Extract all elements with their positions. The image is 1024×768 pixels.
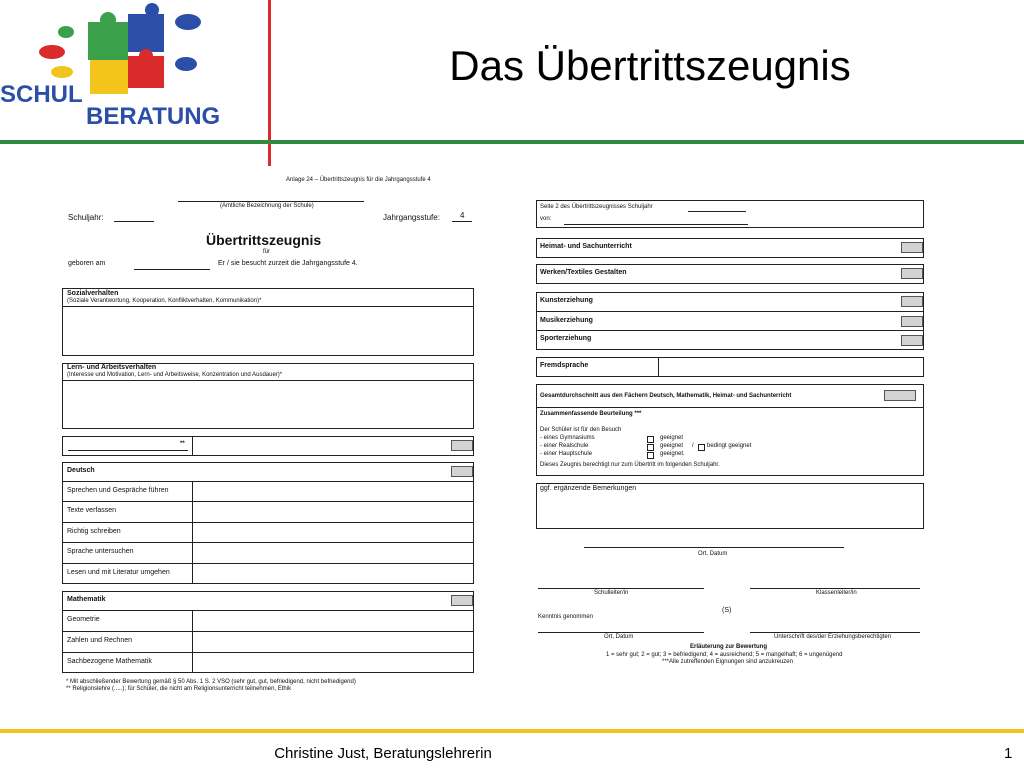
- kunst-musik-sport-box: [536, 292, 924, 350]
- mathematik-row-line: [62, 652, 474, 653]
- footnote-1: * Mit abschließender Bewertung gemäß § 50 Abs. 1 S. 2 VSO (sehr gut, gut, befriedigend, nicht befriedigend): [66, 679, 356, 685]
- mathematik-column-divider: [192, 610, 193, 673]
- certificate-page-2: [534, 196, 926, 670]
- mathematik-grade-box: [451, 595, 473, 606]
- slide-number: 1: [1004, 745, 1013, 762]
- subject-label: Musikerziehung: [540, 317, 593, 324]
- header-green-rule: [0, 140, 1024, 144]
- geboren-label: geboren am: [68, 260, 106, 267]
- berechtigt-text: Dieses Zeugnis berechtigt nur zum Übertritt im folgenden Schuljahr.: [540, 462, 720, 468]
- footer-yellow-rule: [0, 729, 1024, 733]
- religion-grade-box: [451, 440, 473, 451]
- subject-row-line: [536, 330, 924, 331]
- deutsch-column-divider: [192, 481, 193, 584]
- school-type: - einer Realschule: [540, 443, 589, 449]
- puzzle-fragment-red: [39, 45, 65, 59]
- mathematik-item: Zahlen und Rechnen: [67, 637, 132, 644]
- jahrgang-label: Jahrgangsstufe:: [383, 213, 440, 222]
- seite2-von-line: [564, 224, 748, 225]
- subject-grade-box: [901, 268, 923, 279]
- klassenleiter-label: Klassenleiter/in: [816, 590, 857, 596]
- puzzle-piece-yellow: [90, 60, 128, 94]
- mathematik-item: Sachbezogene Mathematik: [67, 658, 152, 665]
- puzzle-knob-red: [139, 49, 153, 63]
- mathematik-row-line: [62, 631, 474, 632]
- subject-label: Werken/Textiles Gestalten: [540, 269, 627, 276]
- seite2-von: von:: [540, 216, 552, 222]
- fremdsprache-label: Fremdsprache: [540, 362, 589, 369]
- document-title: Übertrittszeugnis: [206, 232, 322, 248]
- religion-mark: **: [180, 441, 185, 447]
- ort-datum-label: Ort, Datum: [698, 551, 728, 557]
- gesamt-grade-box: [884, 390, 916, 401]
- deutsch-item: Texte verfassen: [67, 507, 117, 514]
- realschule-bedingt-checkbox[interactable]: [698, 444, 705, 451]
- geboren-line: [134, 269, 210, 270]
- subject-row-line: [536, 311, 924, 312]
- bedingt-separator: /: [692, 443, 694, 449]
- sozialverhalten-divider: [62, 306, 474, 307]
- slide-title: Das Übertrittszeugnis: [449, 42, 851, 89]
- religion-box: [62, 436, 474, 456]
- deutsch-row-line: [62, 563, 474, 564]
- annex-heading: Anlage 24 – Übertrittszeugnis für die Jahrgangsstufe 4: [286, 177, 431, 183]
- bemerkungen-label: ggf. ergänzende Bemerkungen: [540, 485, 637, 492]
- mathematik-item: Geometrie: [67, 616, 100, 623]
- subject-grade-box: [901, 296, 923, 307]
- subject-label: Heimat- und Sachunterricht: [540, 243, 632, 250]
- kenntnis-label: Kenntnis genommen: [538, 614, 594, 620]
- siegel-mark: (S): [722, 607, 732, 614]
- seite2-text: Seite 2 des Übertrittszeugnisses Schuljahr: [540, 204, 653, 210]
- lernverhalten-divider: [62, 380, 474, 381]
- besucht-text: Er / sie besucht zurzeit die Jahrgangsstufe 4.: [218, 260, 358, 267]
- fremdsprache-divider: [658, 357, 659, 377]
- deutsch-grade-box: [451, 466, 473, 477]
- geeignet-label: geeignet: [660, 443, 684, 449]
- bedingt-label: bedingt geeignet: [707, 443, 752, 449]
- ort-datum2-line: [538, 632, 704, 633]
- document-fuer: für: [263, 249, 271, 255]
- schuljahr-label: Schuljahr:: [68, 213, 104, 222]
- subject-label: Kunsterziehung: [540, 297, 593, 304]
- schulleiter-line: [538, 588, 704, 589]
- deutsch-item: Sprechen und Gespräche führen: [67, 487, 169, 494]
- deutsch-item: Richtig schreiben: [67, 528, 121, 535]
- erlaeuterung-note: ***Alle zutreffenden Eignungen sind anzukreuzen: [662, 659, 793, 665]
- beurteilung-divider: [536, 407, 924, 408]
- unterschrift-line: [750, 632, 920, 633]
- schuljahr-line: [114, 221, 154, 222]
- schulberatung-logo: [0, 0, 262, 140]
- deutsch-title: Deutsch: [67, 467, 95, 474]
- puzzle-knob-blue: [145, 3, 159, 17]
- erlaeuterung-title: Erläuterung zur Bewertung: [690, 644, 768, 650]
- hauptschule-checkbox[interactable]: [647, 452, 654, 459]
- certificate-page-1: [60, 170, 480, 700]
- fremdsprache-box: [536, 357, 924, 377]
- jahrgang-value: 4: [460, 211, 465, 220]
- ort-datum-line: [584, 547, 844, 548]
- deutsch-item: Lesen und mit Literatur umgehen: [67, 569, 170, 576]
- erlaeuterung-grades: 1 = sehr gut; 2 = gut; 3 = befriedigend; 4 = ausreichend; 5 = mangelhaft; 6 = ungenügend: [606, 652, 843, 658]
- gesamt-text: Gesamtdurchschnitt aus den Fächern Deutsch, Mathematik, Heimat- und Sachunterricht: [540, 393, 792, 399]
- klassenleiter-line: [750, 588, 920, 589]
- lernverhalten-title: Lern- und Arbeitsverhalten: [67, 364, 157, 371]
- zusammen-title: Zusammenfassende Beurteilung ***: [540, 411, 642, 417]
- footnote-2: ** Religionslehre (.....); für Schüler, die nicht am Religionsunterricht teilnehmen, Ethik: [66, 686, 292, 692]
- logo-word-top: SCHUL: [0, 81, 83, 108]
- religion-line: [68, 450, 188, 451]
- realschule-checkbox[interactable]: [647, 444, 654, 451]
- school-type: - einer Hauptschule: [540, 451, 593, 457]
- deutsch-row-line: [62, 481, 474, 482]
- schulleiter-label: Schulleiter/in: [594, 590, 629, 596]
- school-name-label: (Amtliche Bezeichnung der Schule): [220, 203, 314, 209]
- gymnasium-checkbox[interactable]: [647, 436, 654, 443]
- geeignet-label: geeignet: [660, 435, 684, 441]
- school-type: - eines Gymnasiums: [540, 435, 595, 441]
- subject-grade-box: [901, 316, 923, 327]
- school-name-line: [178, 201, 364, 202]
- seite2-schuljahr-line: [688, 211, 746, 212]
- geeignet-label: geeignet.: [660, 451, 685, 457]
- deutsch-row-line: [62, 501, 474, 502]
- mathematik-title: Mathematik: [67, 596, 106, 603]
- religion-divider: [192, 436, 193, 456]
- puzzle-fragment-blue: [175, 14, 201, 30]
- puzzle-fragment-green: [58, 26, 74, 38]
- puzzle-fragment-yellow: [51, 66, 73, 78]
- unterschrift-label: Unterschrift des/der Erziehungsberechtigten: [774, 634, 892, 640]
- deutsch-row-line: [62, 522, 474, 523]
- deutsch-item: Sprache untersuchen: [67, 548, 134, 555]
- puzzle-knob-green: [100, 12, 116, 28]
- subject-label: Sporterziehung: [540, 335, 592, 342]
- jahrgang-line: [452, 221, 472, 222]
- puzzle-piece-blue: [128, 14, 164, 52]
- ort-datum2-label: Ort, Datum: [604, 634, 634, 640]
- sozialverhalten-title: Sozialverhalten: [67, 290, 119, 297]
- puzzle-fragment-blue-2: [175, 57, 197, 71]
- deutsch-row-line: [62, 542, 474, 543]
- subject-grade-box: [901, 335, 923, 346]
- schueler-text: Der Schüler ist für den Besuch: [540, 427, 622, 433]
- footer-author: Christine Just, Beratungslehrerin: [274, 745, 492, 762]
- mathematik-row-line: [62, 610, 474, 611]
- subject-grade-box: [901, 242, 923, 253]
- lernverhalten-subtitle: (Interesse und Motivation, Lern- und Arbeitsweise, Konzentration und Ausdauer)*: [67, 372, 283, 378]
- sozialverhalten-subtitle: (Soziale Verantwortung, Kooperation, Konfliktverhalten, Kommunikation)*: [67, 298, 262, 304]
- logo-word-bottom: BERATUNG: [86, 103, 221, 130]
